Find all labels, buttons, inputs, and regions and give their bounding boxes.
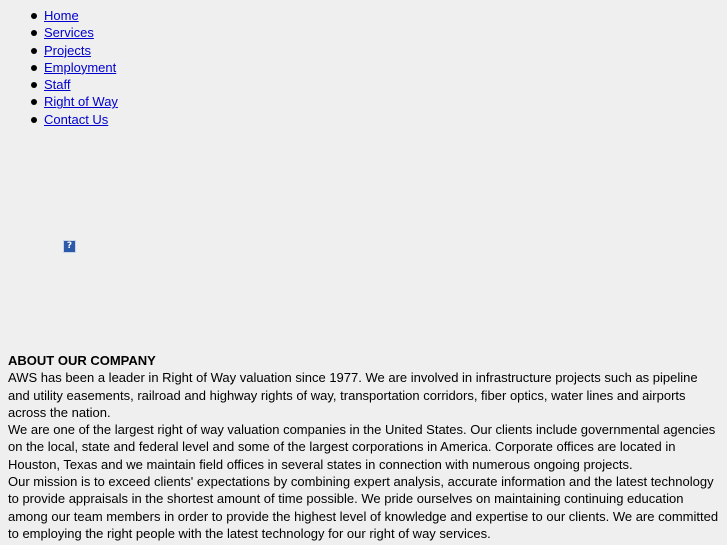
bullet-icon xyxy=(31,99,37,105)
nav-item-home xyxy=(44,7,118,24)
bullet-icon xyxy=(31,30,37,36)
broken-image-icon[interactable]: ? xyxy=(63,240,76,253)
nav-link-employment[interactable]: Employment xyxy=(44,59,117,75)
about-paragraph-2: We are one of the largest right of way valuation companies in the United States. Our clients include governmental agencies on the local, state and federal level and some of the largest corporations in America. Corporate offices are located in Houston, Texas and we maintain field offices in several states in connection with numerous ongoing projects. xyxy=(8,422,716,472)
nav-link-projects[interactable]: Projects xyxy=(44,42,91,58)
about-heading: ABOUT OUR COMPANY xyxy=(8,353,156,368)
nav-item-services xyxy=(44,24,118,41)
about-section xyxy=(8,352,720,542)
nav-item-right-of-way xyxy=(44,93,118,110)
main-nav xyxy=(0,7,118,128)
nav-link-staff[interactable]: Staff xyxy=(44,77,71,93)
nav-link-right-of-way[interactable]: Right of Way xyxy=(44,94,118,110)
nav-item-staff xyxy=(44,76,118,93)
about-paragraph-3: Our mission is to exceed clients' expectations by combining expert analysis, accurate information and the latest technology to provide appraisals in the shortest amount of time possible. We pride ourselves on maintaining continuing education among our team members in order to provide the highest level of knowledge and expertise to our clients. We are committed to employing the right people with the latest technology for our right of way services. xyxy=(8,474,719,541)
nav-item-projects xyxy=(44,42,118,59)
nav-link-home[interactable]: Home xyxy=(44,8,79,23)
bullet-icon xyxy=(31,13,37,19)
nav-link-contact-us[interactable]: Contact Us xyxy=(44,111,109,127)
nav-link-services[interactable]: Services xyxy=(44,25,94,41)
bullet-icon xyxy=(31,117,37,123)
bullet-icon xyxy=(31,65,37,71)
bullet-icon xyxy=(31,82,37,88)
about-paragraph-1: AWS has been a leader in Right of Way valuation since 1977. We are involved in infrastructure projects such as pipeline and utility easements, railroad and highway rights of way, transportation corridors, fiber optics, water lines and airports across the nation. xyxy=(8,370,698,420)
bullet-icon xyxy=(31,48,37,54)
nav-item-contact-us xyxy=(44,111,118,128)
nav-item-employment xyxy=(44,59,118,76)
